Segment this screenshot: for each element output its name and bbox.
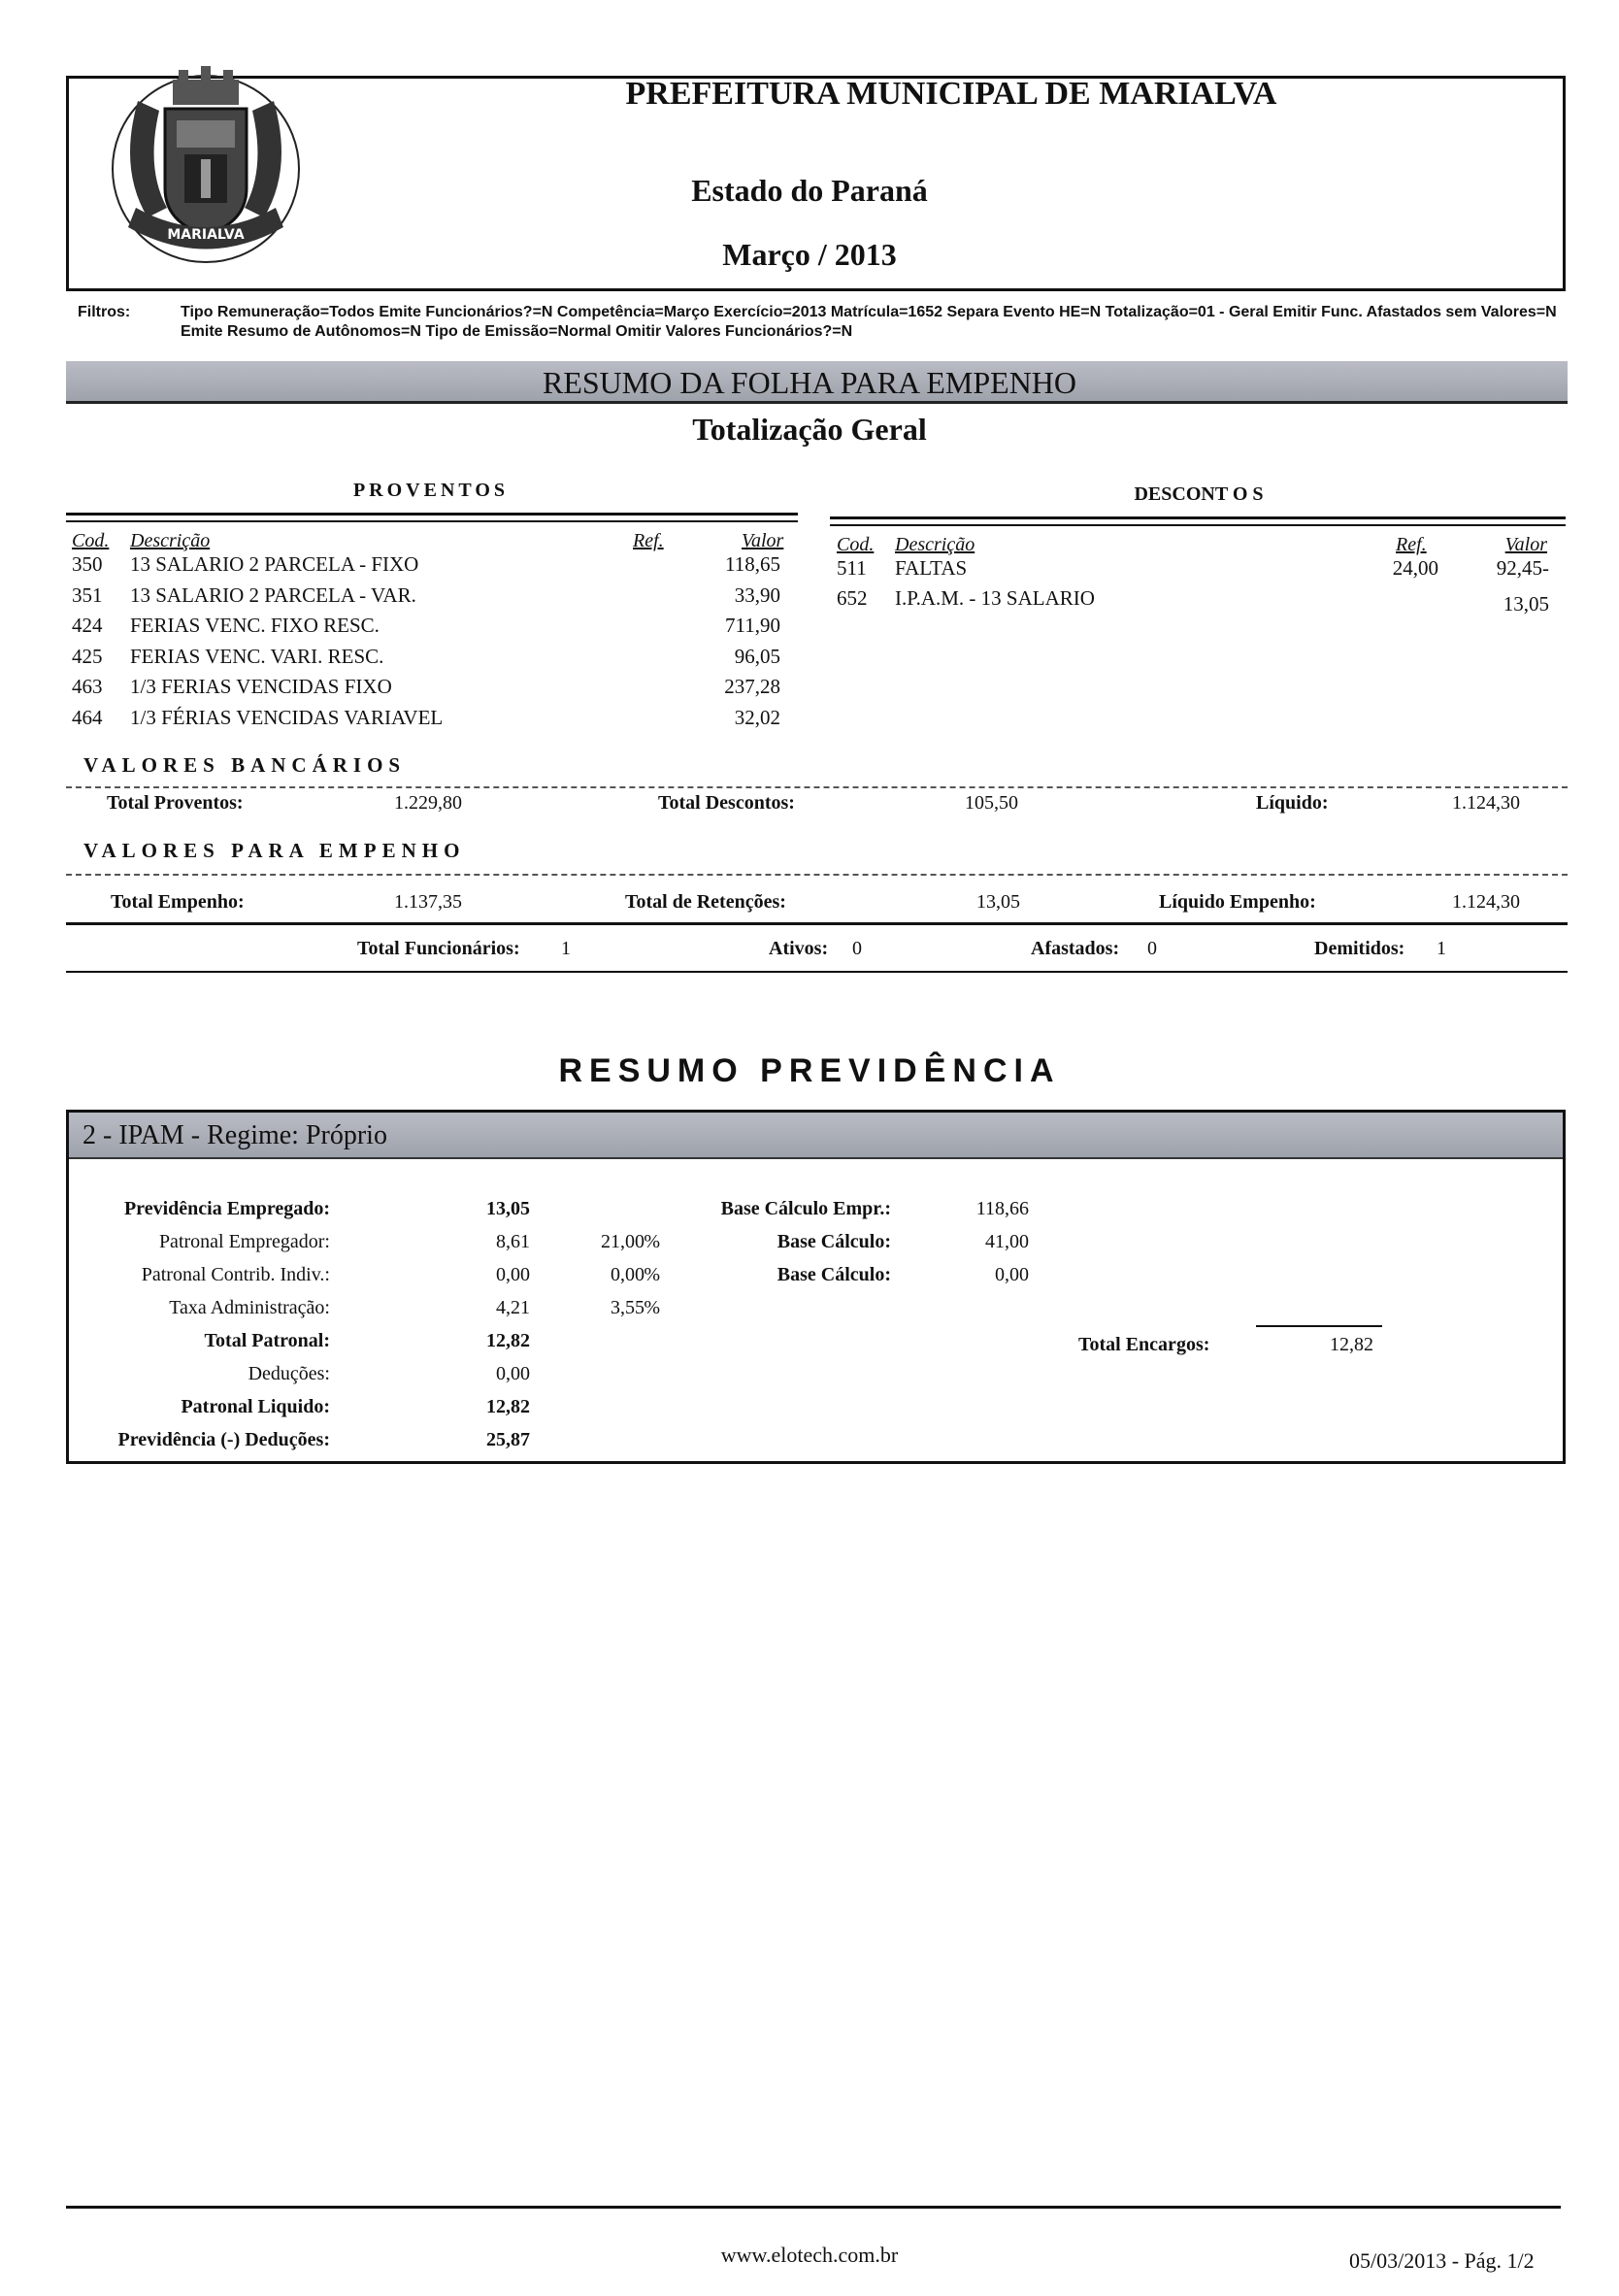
valores-bancarios-rule [66, 786, 1568, 788]
row-valor: 32,02 [734, 706, 780, 729]
previdencia-row [66, 1423, 1566, 1456]
previdencia-label: Patronal Liquido: [181, 1396, 330, 1417]
row-ref: 24,00 [1392, 556, 1438, 580]
table-row [72, 549, 790, 579]
previdencia-regime: 2 - IPAM - Regime: Próprio [83, 1120, 387, 1150]
proventos-header-desc: Descrição [130, 530, 211, 551]
descontos-header-desc: Descrição [895, 534, 975, 555]
previdencia-base-label: Base Cálculo: [776, 1231, 891, 1252]
table-row [72, 703, 790, 732]
descontos-header-valor: Valor [1504, 534, 1547, 555]
row-desc: 1/3 FÉRIAS VENCIDAS VARIAVEL [130, 706, 444, 729]
proventos-header-cod: Cod. [72, 530, 110, 551]
previdencia-value: 13,05 [486, 1198, 530, 1219]
previdencia-row [66, 1225, 1566, 1258]
row-desc: FERIAS VENC. VARI. RESC. [130, 644, 384, 668]
descontos-table [837, 534, 1567, 650]
previdencia-pct: 3,55 [611, 1297, 644, 1318]
row-cod: 425 [72, 644, 103, 668]
table-row [72, 642, 790, 671]
row-valor: 92,45- [1496, 556, 1549, 580]
demitidos-value: 1 [1437, 938, 1446, 959]
row-valor: 13,05 [1503, 592, 1549, 616]
previdencia-row [66, 1357, 1566, 1390]
previdencia-row [66, 1192, 1566, 1225]
row-valor: 33,90 [734, 582, 780, 607]
ativos-value: 0 [852, 938, 862, 959]
previdencia-regime-banner [69, 1113, 1563, 1159]
total-empenho-label: Total Empenho: [111, 891, 245, 913]
previdencia-pct-sign: % [644, 1297, 660, 1318]
row-desc: I.P.A.M. - 13 SALARIO [895, 586, 1095, 610]
row-cod: 350 [72, 552, 103, 576]
filters-text: Tipo Remuneração=Todos Emite Funcionários?=N Competência=Março Exercício=2013 Matrícula=1652 Separa Evento HE=N Totalização=01 - Geral Emitir Func. Afastados sem Valores=N Emite Resumo de Autônomos=N Tipo de Emissão=Normal Omitir Valores Funcionários?=N [181, 304, 1557, 340]
proventos-rule-2 [66, 520, 798, 522]
previdencia-value: 0,00 [496, 1363, 530, 1384]
funcionarios-rule [66, 971, 1568, 973]
previdencia-pct-sign: % [644, 1231, 660, 1252]
proventos-title: PROVENTOS [352, 480, 510, 501]
valores-empenho-rule [66, 874, 1568, 876]
afastados-label: Afastados: [1031, 938, 1120, 959]
footer-date-page: 05/03/2013 - Pág. 1/2 [1349, 2248, 1535, 2273]
previdencia-label: Patronal Empregador: [158, 1231, 330, 1252]
liquido-value: 1.124,30 [1452, 792, 1520, 814]
previdencia-base-value: 118,66 [975, 1198, 1029, 1219]
liquido-label: Líquido: [1256, 792, 1329, 814]
previdencia-base-value: 0,00 [995, 1264, 1029, 1285]
total-retencoes-label: Total de Retenções: [625, 891, 786, 913]
row-valor: 711,90 [725, 614, 780, 638]
previdencia-value: 0,00 [496, 1264, 530, 1285]
descontos-title: DESCONT O S [1134, 483, 1264, 505]
previdencia-pct: 0,00 [611, 1264, 644, 1285]
header-state: Estado do Paraná [691, 173, 928, 208]
previdencia-label: Patronal Contrib. Indiv.: [141, 1264, 330, 1285]
previdencia-label: Previdência (-) Deduções: [117, 1429, 330, 1450]
descontos-rule [830, 516, 1566, 519]
previdencia-base-value: 41,00 [985, 1231, 1029, 1252]
row-desc: 13 SALARIO 2 PARCELA - VAR. [130, 582, 416, 607]
header-title: PREFEITURA MUNICIPAL DE MARIALVA [625, 76, 1277, 112]
summary-banner-title: RESUMO DA FOLHA PARA EMPENHO [542, 365, 1077, 400]
total-encargos-rule [1256, 1325, 1382, 1327]
previdencia-label: Taxa Administração: [169, 1297, 330, 1318]
previdencia-value: 4,21 [496, 1297, 530, 1318]
table-row [837, 553, 1555, 582]
header-period: Março / 2013 [722, 237, 897, 272]
footer-site: www.elotech.com.br [720, 2243, 899, 2267]
row-desc: 13 SALARIO 2 PARCELA - FIXO [130, 552, 419, 576]
previdencia-row [66, 1291, 1566, 1324]
row-cod: 511 [837, 556, 867, 580]
total-empenho-value: 1.137,35 [394, 891, 462, 913]
total-proventos-value: 1.229,80 [394, 792, 462, 814]
descontos-header-ref: Ref. [1396, 534, 1427, 555]
previdencia-value: 8,61 [496, 1231, 530, 1252]
previdencia-label: Deduções: [248, 1363, 330, 1384]
total-funcionarios-value: 1 [561, 938, 571, 959]
previdencia-pct: 21,00 [601, 1231, 644, 1252]
row-cod: 463 [72, 675, 103, 699]
previdencia-value: 12,82 [486, 1330, 530, 1351]
previdencia-label: Previdência Empregado: [123, 1198, 330, 1219]
row-cod: 351 [72, 582, 103, 607]
filters [78, 303, 1568, 342]
proventos-rule [66, 513, 798, 516]
previdencia-base-label: Base Cálculo Empr.: [720, 1198, 891, 1219]
summary-subtitle: Totalização Geral [692, 412, 927, 447]
footer-rule [66, 2206, 1561, 2209]
total-retencoes-value: 13,05 [976, 891, 1020, 913]
total-encargos-value: 12,82 [1330, 1334, 1373, 1355]
total-descontos-label: Total Descontos: [658, 792, 795, 814]
proventos-header-ref: Ref. [633, 530, 664, 551]
row-desc: FERIAS VENC. FIXO RESC. [130, 614, 380, 638]
previdencia-title: RESUMO PREVIDÊNCIA [558, 1052, 1061, 1089]
total-funcionarios-label: Total Funcionários: [357, 938, 520, 959]
filters-label: Filtros: [78, 304, 131, 320]
previdencia-row [66, 1390, 1566, 1423]
demitidos-label: Demitidos: [1314, 938, 1405, 959]
previdencia-value: 25,87 [486, 1429, 530, 1450]
descontos-rule-2 [830, 524, 1566, 526]
proventos-header-valor: Valor [742, 530, 784, 551]
ativos-label: Ativos: [769, 938, 829, 959]
row-cod: 424 [72, 614, 103, 638]
svg-text:MARIALVA: MARIALVA [167, 227, 245, 243]
previdencia-pct-sign: % [644, 1264, 660, 1285]
total-encargos-label: Total Encargos: [1078, 1334, 1210, 1355]
table-row [72, 611, 790, 640]
liquido-empenho-value: 1.124,30 [1452, 891, 1520, 913]
afastados-value: 0 [1147, 938, 1157, 959]
row-valor: 96,05 [734, 644, 780, 668]
row-cod: 464 [72, 706, 103, 729]
row-desc: 1/3 FERIAS VENCIDAS FIXO [130, 675, 392, 699]
liquido-empenho-label: Líquido Empenho: [1159, 891, 1316, 913]
table-row [72, 672, 790, 701]
proventos-table [72, 530, 802, 734]
previdencia-row [66, 1258, 1566, 1291]
valores-bancarios-title: VALORES BANCÁRIOS [83, 753, 407, 777]
table-row [837, 583, 1555, 616]
empenho-bottom-rule [66, 922, 1568, 925]
row-cod: 652 [837, 586, 868, 610]
row-valor: 237,28 [724, 675, 780, 699]
valores-empenho-title: VALORES PARA EMPENHO [83, 839, 466, 862]
previdencia-base-label: Base Cálculo: [776, 1264, 891, 1285]
total-descontos-value: 105,50 [965, 792, 1018, 814]
previdencia-label: Total Patronal: [204, 1330, 330, 1351]
previdencia-value: 12,82 [486, 1396, 530, 1417]
row-valor: 118,65 [725, 552, 780, 576]
descontos-header-cod: Cod. [837, 534, 875, 555]
table-row [72, 581, 790, 610]
row-desc: FALTAS [895, 556, 968, 580]
total-proventos-label: Total Proventos: [107, 792, 244, 814]
